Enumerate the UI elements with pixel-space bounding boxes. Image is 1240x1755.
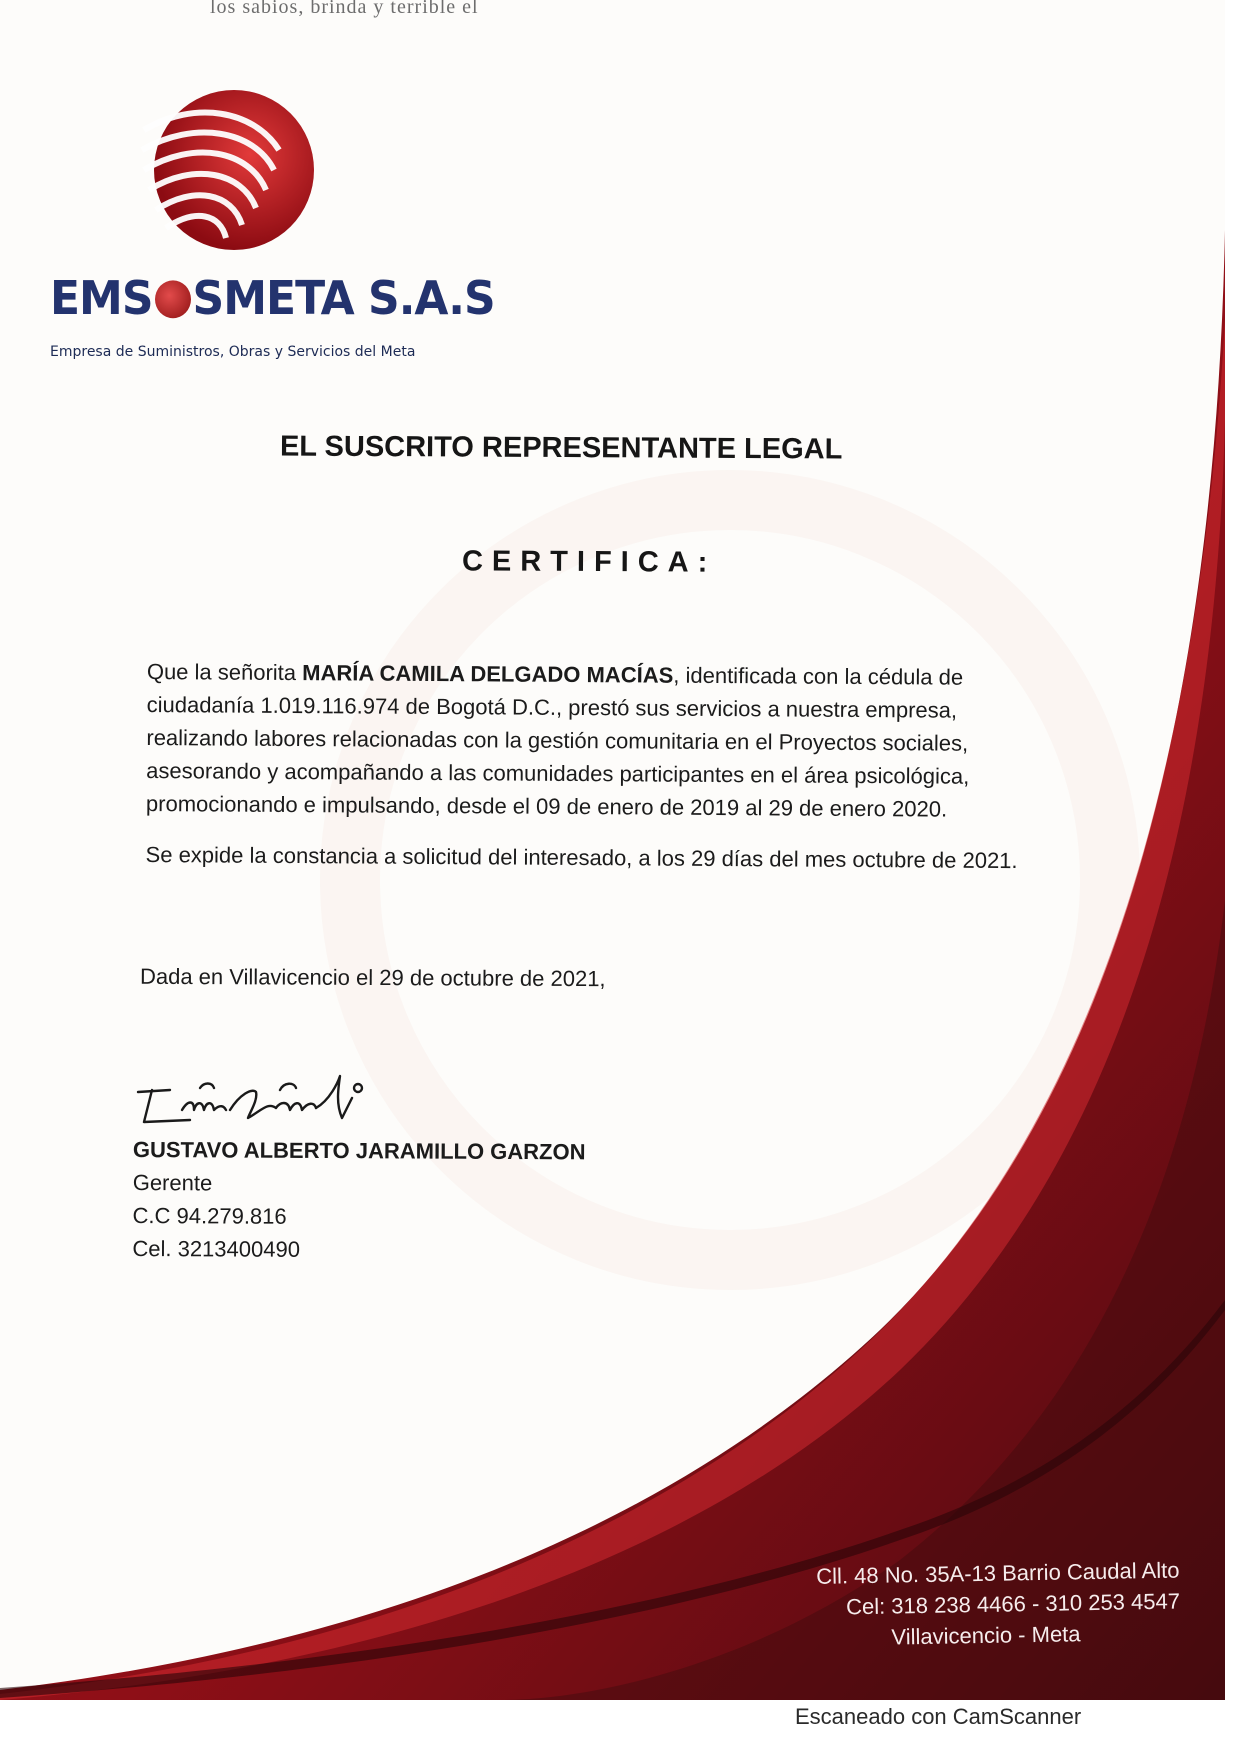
bleed-through-text: los sabios, brinda y terrible el	[210, 0, 479, 18]
certificate-body	[145, 655, 1037, 895]
logo-globe-icon	[155, 280, 191, 318]
document-heading: EL SUSCRITO REPRESENTANTE LEGAL	[279, 430, 843, 466]
certificate-paragraph-2: Se expide la constancia a solicitud del interesado, a los 29 días del mes octubre de 2021.	[145, 841, 1018, 874]
signer-phone: Cel. 3213400490	[132, 1235, 301, 1262]
scanner-watermark: Escaneado con CamScanner	[795, 1704, 1082, 1729]
footer-contact	[779, 1555, 1181, 1655]
person-name: MARÍA CAMILA DELGADO MACÍAS	[302, 660, 674, 688]
footer-address: Cll. 48 No. 35A-13 Barrio Caudal Alto	[816, 1557, 1180, 1589]
company-logo	[44, 90, 434, 370]
signer-block	[132, 1133, 585, 1267]
company-tagline: Empresa de Suministros, Obras y Servicios del Meta	[50, 344, 416, 360]
certifica-title: CERTIFICA:	[461, 545, 717, 579]
issue-place-date: Dada en Villavicencio el 29 de octubre de 2021,	[139, 963, 606, 992]
company-logo-wordmark: EMS SMETA S.A.S	[50, 272, 495, 326]
signer-id: C.C 94.279.816	[132, 1202, 287, 1229]
footer-city: Villavicencio - Meta	[891, 1621, 1081, 1650]
handwritten-signature	[130, 1070, 420, 1140]
scan-margin	[1225, 0, 1240, 1755]
footer-phones: Cel: 318 238 4466 - 310 253 4547	[845, 1588, 1181, 1620]
signer-title: Gerente	[132, 1169, 213, 1196]
signer-name: GUSTAVO ALBERTO JARAMILLO GARZON	[132, 1137, 586, 1165]
certificate-paragraph-1: Que la señorita MARÍA CAMILA DELGADO MACÍAS, identificada con la cédula de ciudadanía 1.019.116.974 de Bogotá D.C., prestó sus servicios a nuestra empresa, realizando labores relacionadas con la gestión comunitaria en el Proyectos sociales, asesorando y acompañando a las comunidades participantes en el área psicológica, promocionando e impulsando, desde el 09 de enero de 2019 al 29 de enero 2020.	[145, 658, 970, 822]
